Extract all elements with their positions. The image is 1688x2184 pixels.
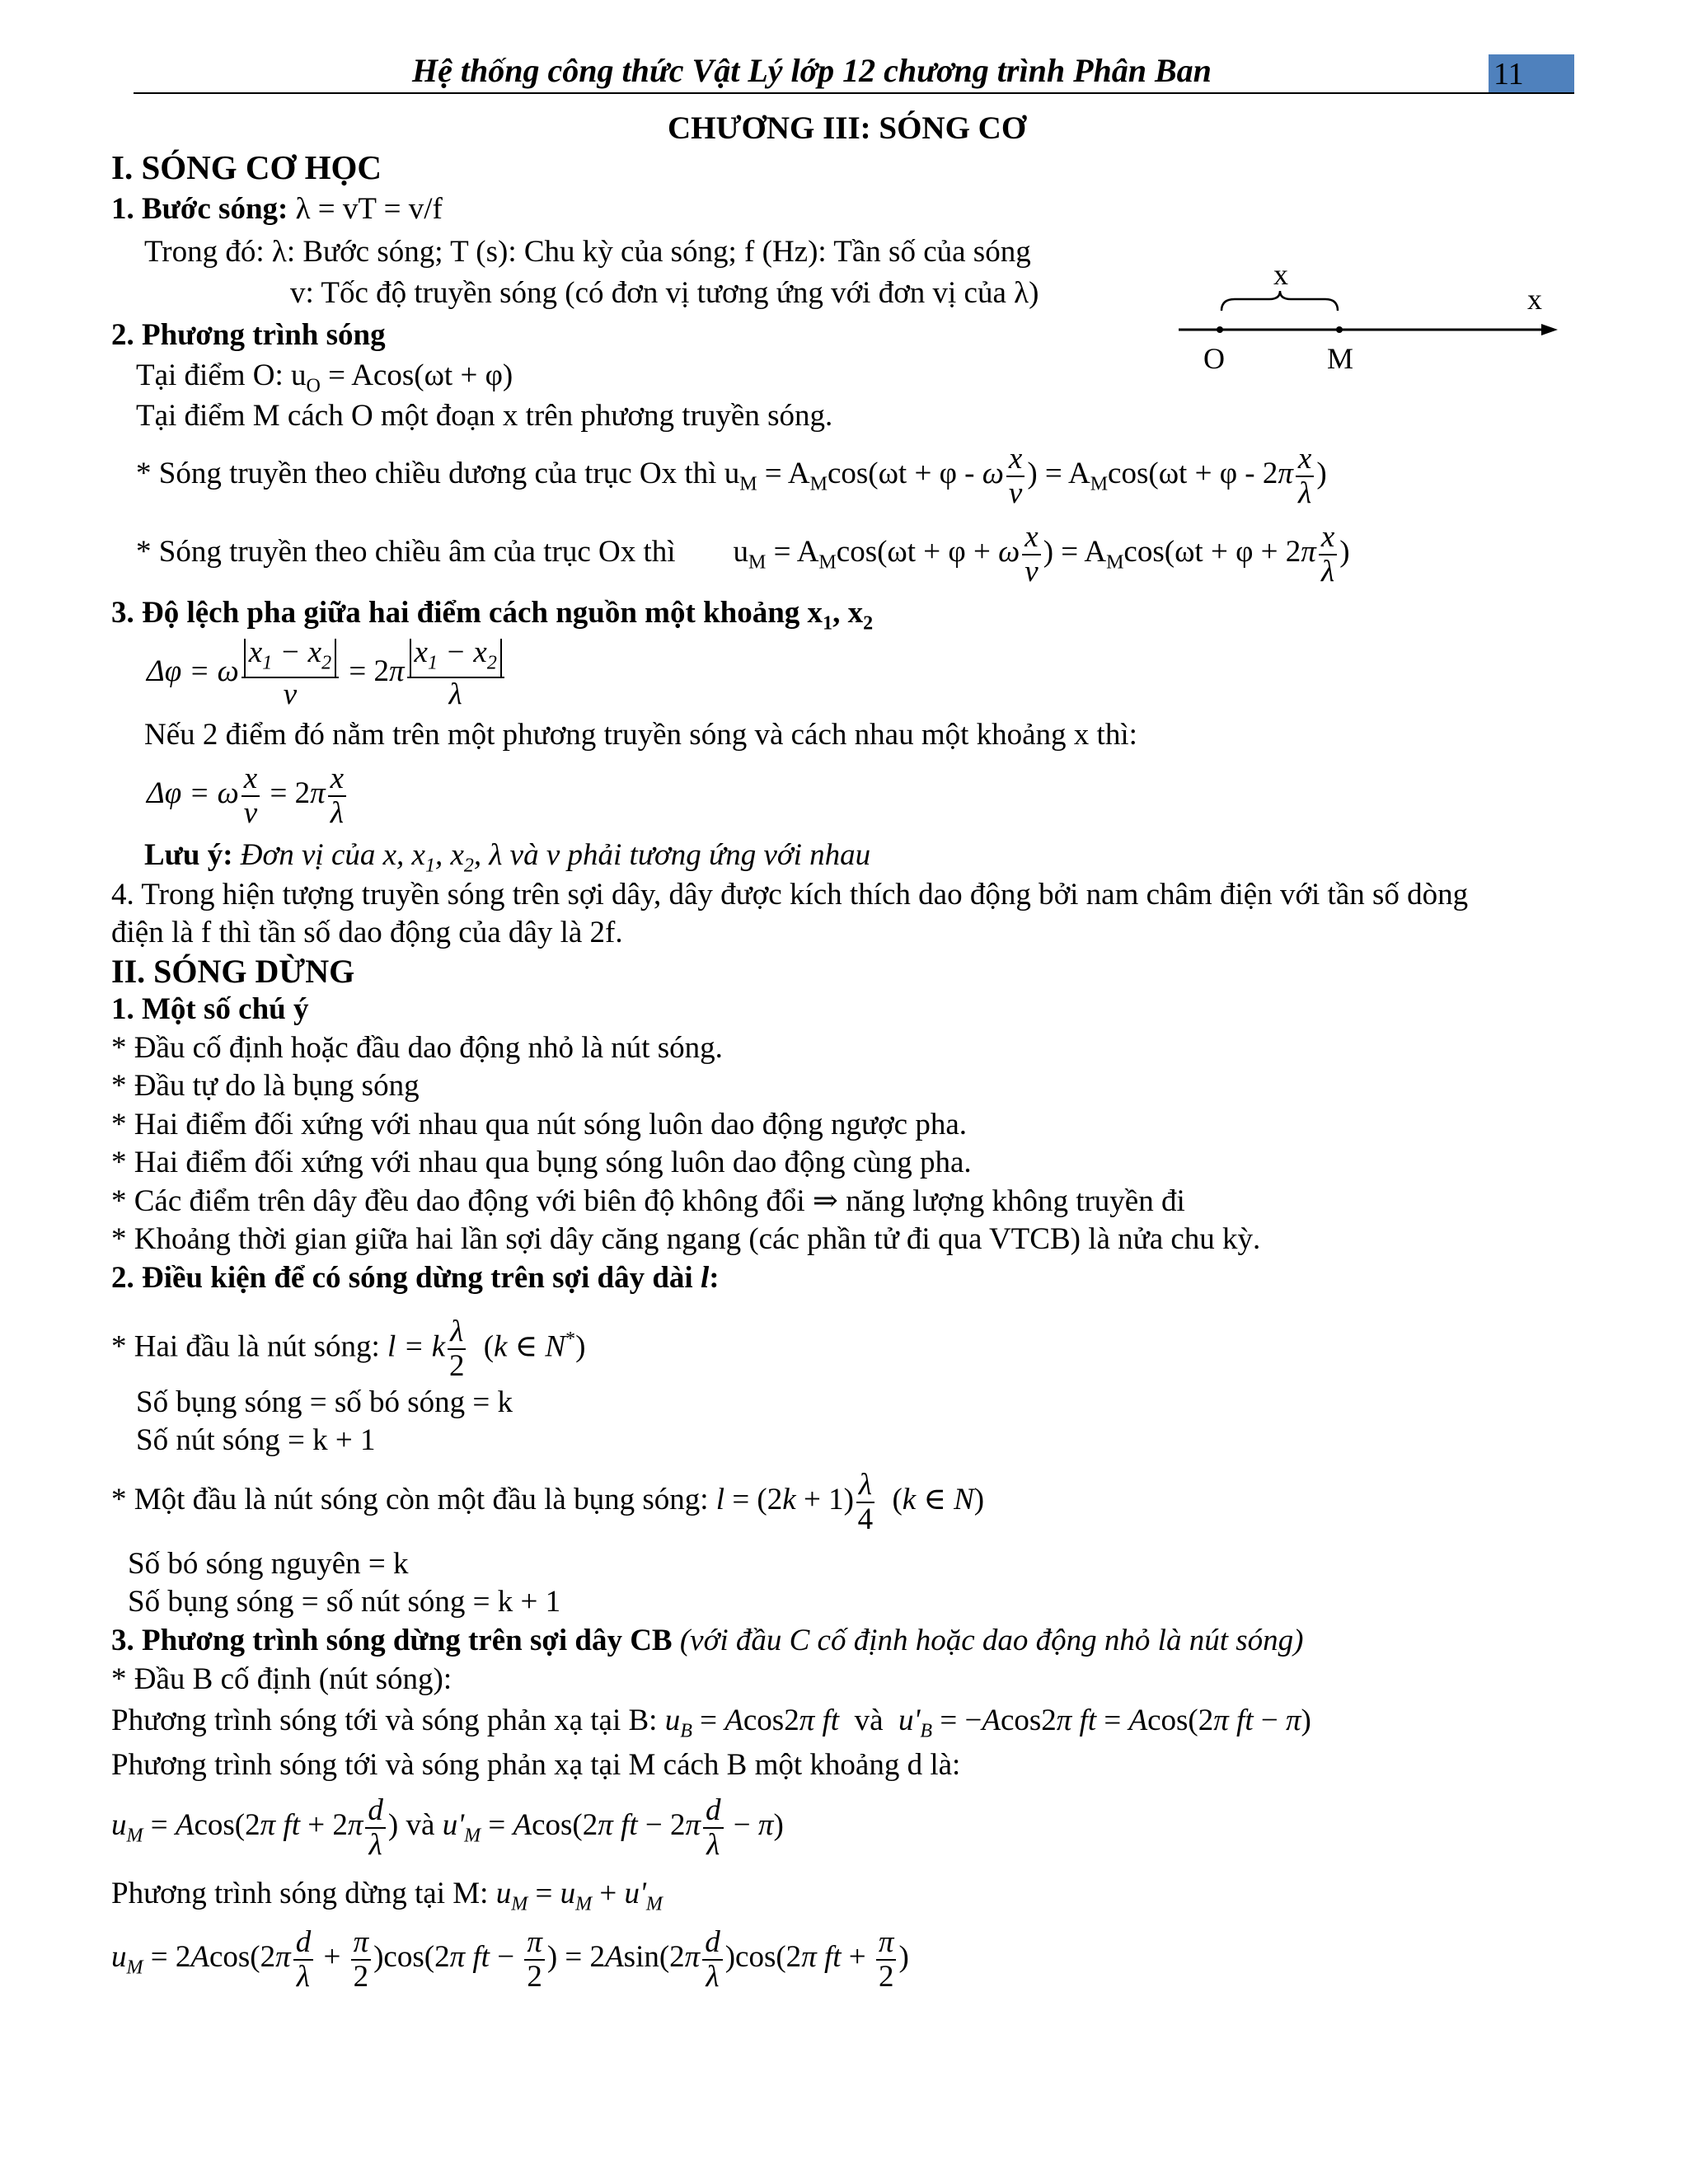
item4-line-1: 4. Trong hiện tượng truyền sóng trên sợi dây, dây được kích thích dao động bởi nam châm điện với tần số dòng: [111, 878, 1469, 912]
two-nodes-condition: * Hai đầu là nút sóng: l = k $\frac{\lambda}{2}$ (k ∈ N*): [111, 1314, 586, 1383]
units-note: Lưu ý: Đơn vị của x, $x_1$, $x_2$, λ và v phải tương ứng với nhau: [144, 838, 871, 877]
fixed-b: * Đầu B cố định (nút sóng):: [111, 1662, 452, 1696]
standing-m-formula: $u_M = 2Acos(2\pi$ $\frac{d}{\lambda}$ + $\frac{\pi}{2}$ )cos(2π ft − $\frac{\pi}{2}$ ) = 2Asin(2π $\frac{d}{\lambda}$ )cos(2π ft + $\frac{\pi}{2}$ ): [111, 1924, 909, 1994]
wave-axis-diagram: [1170, 260, 1566, 383]
wavelength-label: 1. Bước sóng:: [111, 192, 288, 226]
incident-m-desc: Phương trình sóng tới và sóng phản xạ tại M cách B một khoảng d là:: [111, 1748, 961, 1782]
wavelength-desc-1: Trong đó: λ: Bước sóng; T (s): Chu kỳ của sóng; f (Hz): Tần số của sóng: [144, 235, 1031, 269]
section2-title: II. SÓNG DỪNG: [111, 953, 355, 990]
phase-diff-note: Nếu 2 điểm đó nằm trên một phương truyền sóng và cách nhau một khoảng x thì:: [144, 718, 1137, 752]
item4-line-2: điện là f thì tần số dao động của dây là 2f.: [111, 916, 623, 949]
section1-title: I. SÓNG CƠ HỌC: [111, 148, 382, 186]
diagram-x-axis: x: [1527, 283, 1542, 316]
source-equation: Tại điểm O: $u_O = Acos(\omega t + \varphi)$: [136, 359, 513, 397]
incident-m-equation: $u_M = Acos(2\pi$ ft + 2π $\frac{d}{\lambda}$ ) và $u'_M = Acos(2\pi$ ft − 2π $\frac{d}{\lambda}$ − π): [111, 1793, 784, 1862]
note-1: * Đầu tự do là bụng sóng: [111, 1069, 420, 1103]
wave-equation-title: 2. Phương trình sóng: [111, 318, 386, 352]
note-2: * Hai điểm đối xứng với nhau qua nút sóng luôn dao động ngược pha.: [111, 1108, 968, 1141]
notes-title: 1. Một số chú ý: [111, 992, 309, 1026]
header-title: Hệ thống công thức Vật Lý lớp 12 chương trình Phân Ban: [412, 52, 1212, 89]
wavelength-desc-2: v: Tốc độ truyền sóng (có đơn vị tương ứng với đơn vị của λ): [290, 276, 1039, 310]
two-nodes-line-2: Số nút sóng = k + 1: [136, 1423, 376, 1457]
chapter-title: CHƯƠNG III: SÓNG CƠ: [668, 110, 1027, 146]
wavelength-line: [111, 191, 443, 227]
note-4: * Các điểm trên dây đều dao động với biên độ không đổi ⇒ năng lượng không truyền đi: [111, 1184, 1185, 1218]
diagram-x-top: x: [1273, 260, 1288, 291]
diagram-o: O: [1203, 342, 1225, 375]
phase-diff-formula-2: Δφ = ω $\frac{x}{v}$ = 2π $\frac{x}{\lambda}$: [147, 757, 349, 831]
standing-m-equation-line: Phương trình sóng dừng tại M: $u_M = u_M + u'_M$: [111, 1877, 663, 1915]
header-rule: [134, 92, 1574, 94]
standing-equation-title: 3. Phương trình sóng dừng trên sợi dây CB (với đầu C cố định hoặc dao động nhỏ là nút sóng): [111, 1624, 1304, 1657]
wavelength-formula: λ = vT = v/f: [295, 192, 443, 226]
phase-diff-title: 3. Độ lệch pha giữa hai điểm cách nguồn một khoảng $x_1$, $x_2$: [111, 596, 874, 635]
one-node-line-2: Số bụng sóng = số nút sóng = k + 1: [128, 1585, 561, 1619]
one-node-condition: * Một đầu là nút sóng còn một đầu là bụng sóng: l = (2k + 1) $\frac{\lambda}{4}$ (k ∈ N): [111, 1467, 985, 1536]
phase-diff-formula-1: Δφ = ω $\frac{x_1 - x_2}{v}$ = 2π $\frac{x_1 - x_2}{\lambda}$: [147, 635, 507, 711]
one-node-line-1: Số bó sóng nguyên = k: [128, 1547, 409, 1581]
negative-direction-equation: * Sóng truyền theo chiều âm của trục Ox thì $u_M = A_M\cos(\omega t + \varphi + \omega$ $\frac{x}{v}$ ) = $A_M\cos(\omega t + \varphi + 2\pi$ $\frac{x}{\lambda}$ ): [136, 519, 1350, 588]
diagram-m: M: [1327, 342, 1354, 375]
note-3: * Hai điểm đối xứng với nhau qua bụng sóng luôn dao động cùng pha.: [111, 1146, 972, 1179]
positive-direction-equation: * Sóng truyền theo chiều dương của trục Ox thì $u_M = A_M\cos(\omega t + \varphi - \omega$ $\frac{x}{v}$ ) = $A_M\cos(\omega t + \varphi - 2\pi$ $\frac{x}{\lambda}$ ): [136, 441, 1327, 510]
note-5: * Khoảng thời gian giữa hai lần sợi dây căng ngang (các phần tử đi qua VTCB) là nửa chu kỳ.: [111, 1222, 1261, 1256]
note-0: * Đầu cố định hoặc đầu dao động nhỏ là nút sóng.: [111, 1031, 723, 1065]
two-nodes-line-1: Số bụng sóng = số bó sóng = k: [136, 1385, 513, 1419]
incident-b-equation: Phương trình sóng tới và sóng phản xạ tại B: $u_B = Acos2\pi$ ft và $u'_B = -Acos2\pi$ ft = Acos(2π ft − π): [111, 1704, 1311, 1742]
standing-condition-title: 2. Điều kiện để có sóng dừng trên sợi dây dài l:: [111, 1261, 720, 1295]
point-m-desc: Tại điểm M cách O một đoạn x trên phương truyền sóng.: [136, 399, 833, 433]
page-number: 11: [1489, 54, 1574, 94]
